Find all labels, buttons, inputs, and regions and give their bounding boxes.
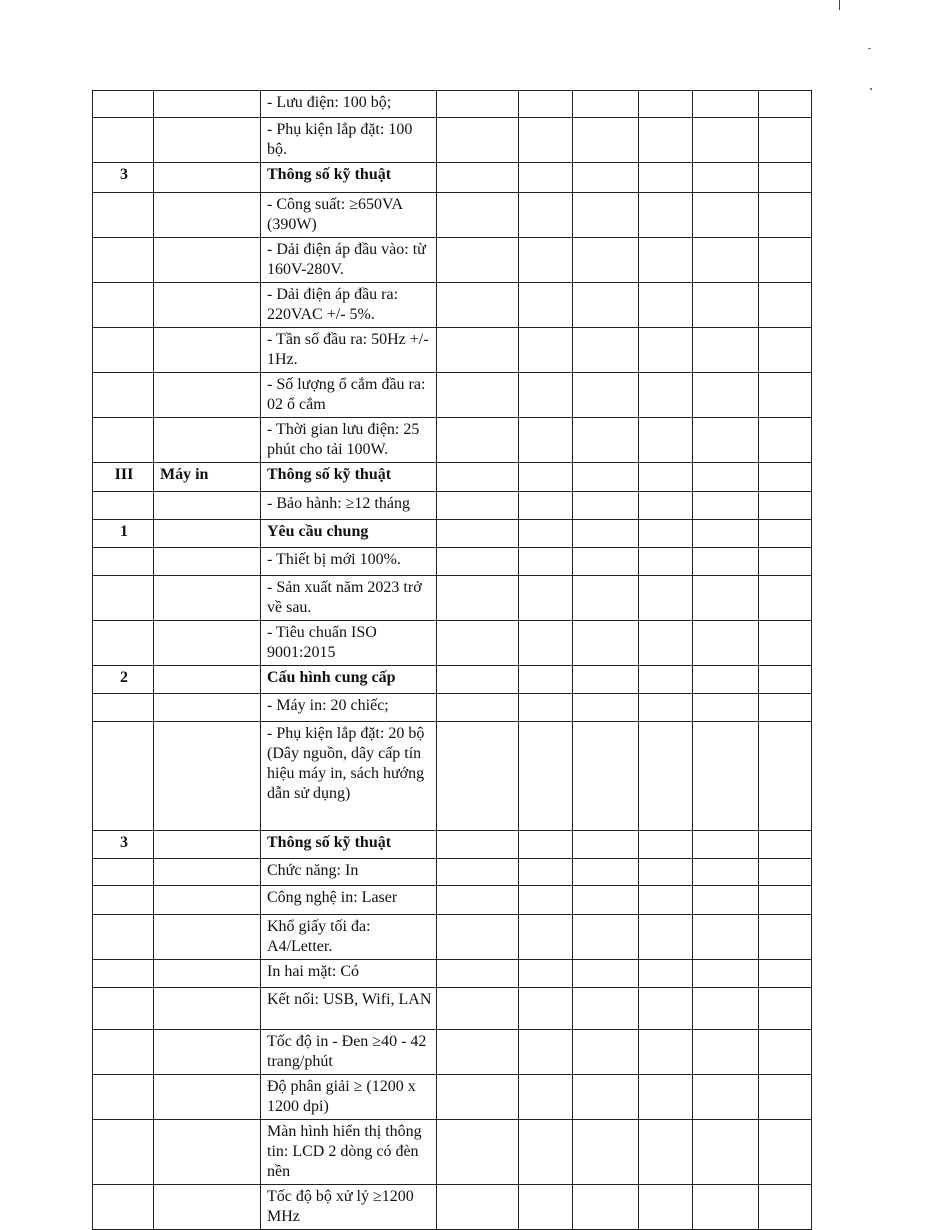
cell-item-name xyxy=(154,118,261,163)
cell-empty xyxy=(693,520,759,548)
cell-stt: 2 xyxy=(93,666,154,694)
cell-empty xyxy=(437,1185,519,1230)
cell-empty xyxy=(573,694,639,722)
cell-item-name xyxy=(154,328,261,373)
cell-empty xyxy=(693,960,759,988)
cell-empty xyxy=(693,988,759,1030)
cell-empty xyxy=(693,666,759,694)
cell-empty xyxy=(693,492,759,520)
cell-requirement: Chức năng: In xyxy=(261,859,437,886)
cell-empty xyxy=(639,520,693,548)
cell-empty xyxy=(639,960,693,988)
cell-empty xyxy=(759,163,812,193)
cell-empty xyxy=(437,373,519,418)
cell-empty xyxy=(693,722,759,831)
cell-empty xyxy=(639,1030,693,1075)
cell-empty xyxy=(519,91,573,118)
cell-stt xyxy=(93,960,154,988)
cell-item-name xyxy=(154,492,261,520)
cell-empty xyxy=(573,621,639,666)
table-row xyxy=(93,118,812,163)
cell-empty xyxy=(573,960,639,988)
cell-empty xyxy=(639,373,693,418)
cell-item-name xyxy=(154,886,261,915)
table-row xyxy=(93,621,812,666)
cell-empty xyxy=(759,831,812,859)
cell-empty xyxy=(573,886,639,915)
cell-item-name xyxy=(154,373,261,418)
cell-requirement: In hai mặt: Có xyxy=(261,960,437,988)
cell-empty xyxy=(573,1185,639,1230)
cell-stt xyxy=(93,418,154,463)
cell-empty xyxy=(693,1185,759,1230)
cell-empty xyxy=(437,163,519,193)
cell-item-name xyxy=(154,91,261,118)
cell-empty xyxy=(639,418,693,463)
cell-stt: III xyxy=(93,463,154,492)
table-row xyxy=(93,163,812,193)
cell-empty xyxy=(573,988,639,1030)
table-row xyxy=(93,722,812,831)
cell-empty xyxy=(437,1030,519,1075)
cell-requirement: - Phụ kiện lắp đặt: 20 bộ (Dây nguồn, dây cấp tín hiệu máy in, sách hướng dẫn sử dụng) xyxy=(261,722,437,831)
cell-empty xyxy=(437,694,519,722)
cell-empty xyxy=(693,418,759,463)
cell-empty xyxy=(573,722,639,831)
cell-empty xyxy=(519,666,573,694)
cell-empty xyxy=(573,238,639,283)
cell-empty xyxy=(759,283,812,328)
cell-empty xyxy=(693,463,759,492)
cell-empty xyxy=(693,1075,759,1120)
cell-empty xyxy=(693,328,759,373)
cell-empty xyxy=(573,193,639,238)
cell-stt xyxy=(93,238,154,283)
cell-empty xyxy=(639,238,693,283)
cell-stt xyxy=(93,91,154,118)
table-row xyxy=(93,859,812,886)
cell-item-name xyxy=(154,722,261,831)
cell-section-heading: Thông số kỹ thuật xyxy=(261,463,437,492)
cell-empty xyxy=(759,859,812,886)
cell-item-name xyxy=(154,988,261,1030)
cell-empty xyxy=(573,163,639,193)
cell-empty xyxy=(437,960,519,988)
cell-empty xyxy=(519,694,573,722)
cell-empty xyxy=(759,694,812,722)
cell-empty xyxy=(759,722,812,831)
cell-empty xyxy=(759,666,812,694)
cell-empty xyxy=(519,193,573,238)
cell-empty xyxy=(759,118,812,163)
cell-empty xyxy=(639,492,693,520)
cell-empty xyxy=(759,960,812,988)
cell-empty xyxy=(759,91,812,118)
cell-empty xyxy=(639,328,693,373)
table-row xyxy=(93,520,812,548)
cell-requirement: - Dải điện áp đầu ra: 220VAC +/- 5%. xyxy=(261,283,437,328)
cell-requirement: Công nghệ in: Laser xyxy=(261,886,437,915)
cell-empty xyxy=(519,118,573,163)
cell-empty xyxy=(759,1185,812,1230)
cell-section-heading: Thông số kỹ thuật xyxy=(261,163,437,193)
cell-empty xyxy=(693,621,759,666)
cell-empty xyxy=(573,463,639,492)
cell-empty xyxy=(437,283,519,328)
cell-requirement: Độ phân giải ≥ (1200 x 1200 dpi) xyxy=(261,1075,437,1120)
cell-empty xyxy=(693,91,759,118)
cell-section-heading: Yêu cầu chung xyxy=(261,520,437,548)
cell-empty xyxy=(759,463,812,492)
cell-stt xyxy=(93,915,154,960)
cell-empty xyxy=(437,859,519,886)
cell-empty xyxy=(519,463,573,492)
cell-empty xyxy=(759,492,812,520)
cell-requirement: - Tiêu chuẩn ISO 9001:2015 xyxy=(261,621,437,666)
cell-item-name xyxy=(154,960,261,988)
cell-empty xyxy=(639,91,693,118)
cell-empty xyxy=(519,988,573,1030)
cell-empty xyxy=(759,238,812,283)
cell-empty xyxy=(693,576,759,621)
cell-item-name xyxy=(154,163,261,193)
cell-empty xyxy=(639,463,693,492)
cell-empty xyxy=(519,1075,573,1120)
cell-empty xyxy=(437,238,519,283)
cell-empty xyxy=(573,666,639,694)
cell-requirement: - Thời gian lưu điện: 25 phút cho tải 100W. xyxy=(261,418,437,463)
cell-empty xyxy=(519,859,573,886)
cell-empty xyxy=(437,328,519,373)
cell-empty xyxy=(573,831,639,859)
cell-empty xyxy=(759,988,812,1030)
cell-stt xyxy=(93,373,154,418)
cell-item-name xyxy=(154,694,261,722)
cell-empty xyxy=(759,915,812,960)
cell-empty xyxy=(437,886,519,915)
cell-empty xyxy=(519,548,573,576)
cell-empty xyxy=(519,1185,573,1230)
cell-item-name xyxy=(154,621,261,666)
table-row xyxy=(93,666,812,694)
cell-empty xyxy=(573,418,639,463)
cell-empty xyxy=(437,915,519,960)
cell-empty xyxy=(437,118,519,163)
cell-empty xyxy=(573,328,639,373)
cell-stt xyxy=(93,548,154,576)
table-row xyxy=(93,373,812,418)
cell-item-name xyxy=(154,418,261,463)
cell-item-name xyxy=(154,1120,261,1185)
cell-requirement: Tốc độ in - Đen ≥40 - 42 trang/phút xyxy=(261,1030,437,1075)
table-row xyxy=(93,418,812,463)
cell-empty xyxy=(639,1185,693,1230)
cell-empty xyxy=(519,520,573,548)
cell-stt: 3 xyxy=(93,163,154,193)
table-row xyxy=(93,328,812,373)
cell-empty xyxy=(519,163,573,193)
cell-empty xyxy=(759,1075,812,1120)
cell-empty xyxy=(759,520,812,548)
cell-empty xyxy=(519,238,573,283)
cell-item-name xyxy=(154,283,261,328)
cell-empty xyxy=(519,373,573,418)
scan-speck xyxy=(868,48,871,49)
cell-empty xyxy=(759,1120,812,1185)
cell-stt xyxy=(93,1030,154,1075)
cell-section-heading: Cấu hình cung cấp xyxy=(261,666,437,694)
cell-empty xyxy=(693,886,759,915)
cell-stt xyxy=(93,492,154,520)
cell-requirement: Khổ giấy tối đa: A4/Letter. xyxy=(261,915,437,960)
cell-stt xyxy=(93,118,154,163)
cell-stt: 1 xyxy=(93,520,154,548)
cell-stt xyxy=(93,283,154,328)
table-row xyxy=(93,831,812,859)
cell-empty xyxy=(437,463,519,492)
table-row xyxy=(93,576,812,621)
cell-empty xyxy=(693,193,759,238)
cell-empty xyxy=(639,1120,693,1185)
cell-section-heading: Thông số kỹ thuật xyxy=(261,831,437,859)
cell-item-name xyxy=(154,831,261,859)
cell-stt xyxy=(93,1120,154,1185)
scan-speck xyxy=(870,88,872,90)
cell-requirement: - Thiết bị mới 100%. xyxy=(261,548,437,576)
cell-empty xyxy=(639,1075,693,1120)
cell-requirement: - Số lượng ổ cắm đầu ra: 02 ổ cắm xyxy=(261,373,437,418)
cell-empty xyxy=(519,886,573,915)
cell-item-name xyxy=(154,193,261,238)
cell-empty xyxy=(693,118,759,163)
cell-item-name xyxy=(154,1030,261,1075)
cell-requirement: Màn hình hiển thị thông tin: LCD 2 dòng có đèn nền xyxy=(261,1120,437,1185)
cell-item-name: Máy in xyxy=(154,463,261,492)
cell-empty xyxy=(639,118,693,163)
cell-empty xyxy=(693,694,759,722)
cell-empty xyxy=(639,988,693,1030)
cell-requirement: - Sản xuất năm 2023 trở về sau. xyxy=(261,576,437,621)
cell-empty xyxy=(519,328,573,373)
cell-empty xyxy=(437,988,519,1030)
cell-item-name xyxy=(154,548,261,576)
cell-empty xyxy=(693,373,759,418)
cell-requirement: - Công suất: ≥650VA (390W) xyxy=(261,193,437,238)
cell-empty xyxy=(759,886,812,915)
table-row xyxy=(93,1185,812,1230)
cell-empty xyxy=(519,621,573,666)
cell-empty xyxy=(639,886,693,915)
table-row xyxy=(93,492,812,520)
cell-empty xyxy=(573,1075,639,1120)
cell-item-name xyxy=(154,859,261,886)
cell-empty xyxy=(437,520,519,548)
cell-empty xyxy=(573,520,639,548)
cell-requirement: - Bảo hành: ≥12 tháng xyxy=(261,492,437,520)
cell-item-name xyxy=(154,1185,261,1230)
cell-stt xyxy=(93,1075,154,1120)
cell-empty xyxy=(759,1030,812,1075)
table-row xyxy=(93,694,812,722)
cell-item-name xyxy=(154,915,261,960)
cell-empty xyxy=(437,1120,519,1185)
cell-stt xyxy=(93,694,154,722)
cell-empty xyxy=(759,373,812,418)
table-row xyxy=(93,193,812,238)
cell-item-name xyxy=(154,666,261,694)
cell-empty xyxy=(573,492,639,520)
cell-empty xyxy=(693,283,759,328)
cell-item-name xyxy=(154,520,261,548)
cell-stt: 3 xyxy=(93,831,154,859)
table-row xyxy=(93,238,812,283)
cell-item-name xyxy=(154,1075,261,1120)
cell-empty xyxy=(639,831,693,859)
cell-item-name xyxy=(154,576,261,621)
cell-empty xyxy=(519,915,573,960)
cell-empty xyxy=(437,91,519,118)
cell-empty xyxy=(573,283,639,328)
cell-stt xyxy=(93,621,154,666)
cell-requirement: - Lưu điện: 100 bộ; xyxy=(261,91,437,118)
cell-item-name xyxy=(154,238,261,283)
table-row xyxy=(93,988,812,1030)
cell-empty xyxy=(437,666,519,694)
cell-empty xyxy=(437,831,519,859)
cell-empty xyxy=(693,1120,759,1185)
cell-empty xyxy=(437,492,519,520)
cell-empty xyxy=(639,283,693,328)
cell-empty xyxy=(759,418,812,463)
cell-empty xyxy=(759,576,812,621)
page-edge-mark xyxy=(839,0,840,10)
cell-empty xyxy=(639,193,693,238)
cell-empty xyxy=(573,91,639,118)
cell-empty xyxy=(759,548,812,576)
table-row xyxy=(93,1075,812,1120)
table-row xyxy=(93,1030,812,1075)
cell-empty xyxy=(519,283,573,328)
table-row xyxy=(93,548,812,576)
cell-empty xyxy=(519,492,573,520)
cell-empty xyxy=(639,694,693,722)
cell-empty xyxy=(639,666,693,694)
cell-requirement: Tốc độ bộ xử lý ≥1200 MHz xyxy=(261,1185,437,1230)
cell-requirement: - Tần số đầu ra: 50Hz +/- 1Hz. xyxy=(261,328,437,373)
cell-stt xyxy=(93,328,154,373)
table-row xyxy=(93,915,812,960)
cell-empty xyxy=(573,576,639,621)
cell-empty xyxy=(693,915,759,960)
cell-stt xyxy=(93,576,154,621)
cell-empty xyxy=(519,576,573,621)
table-row xyxy=(93,283,812,328)
table-row xyxy=(93,91,812,118)
cell-empty xyxy=(573,548,639,576)
cell-empty xyxy=(759,193,812,238)
cell-requirement: Kết nối: USB, Wifi, LAN xyxy=(261,988,437,1030)
cell-empty xyxy=(437,1075,519,1120)
cell-empty xyxy=(519,722,573,831)
cell-empty xyxy=(437,576,519,621)
cell-empty xyxy=(759,621,812,666)
spec-table xyxy=(92,90,812,1230)
cell-requirement: - Phụ kiện lắp đặt: 100 bộ. xyxy=(261,118,437,163)
cell-empty xyxy=(639,915,693,960)
cell-stt xyxy=(93,722,154,831)
table-row xyxy=(93,1120,812,1185)
cell-empty xyxy=(437,418,519,463)
cell-empty xyxy=(693,1030,759,1075)
spec-table-body xyxy=(93,91,812,1230)
cell-stt xyxy=(93,859,154,886)
cell-empty xyxy=(573,1030,639,1075)
cell-requirement: - Dải điện áp đầu vào: từ 160V-280V. xyxy=(261,238,437,283)
cell-empty xyxy=(573,373,639,418)
cell-empty xyxy=(693,859,759,886)
cell-empty xyxy=(639,621,693,666)
cell-empty xyxy=(437,621,519,666)
cell-empty xyxy=(519,831,573,859)
cell-empty xyxy=(519,960,573,988)
cell-empty xyxy=(693,238,759,283)
cell-empty xyxy=(639,576,693,621)
cell-empty xyxy=(519,418,573,463)
cell-empty xyxy=(639,859,693,886)
table-row xyxy=(93,463,812,492)
cell-empty xyxy=(759,328,812,373)
cell-empty xyxy=(437,548,519,576)
cell-empty xyxy=(573,915,639,960)
cell-empty xyxy=(519,1030,573,1075)
cell-empty xyxy=(693,831,759,859)
cell-empty xyxy=(573,859,639,886)
cell-empty xyxy=(693,163,759,193)
cell-empty xyxy=(693,548,759,576)
cell-empty xyxy=(437,722,519,831)
cell-stt xyxy=(93,1185,154,1230)
cell-stt xyxy=(93,193,154,238)
cell-empty xyxy=(639,548,693,576)
cell-empty xyxy=(437,193,519,238)
cell-empty xyxy=(639,163,693,193)
cell-empty xyxy=(573,118,639,163)
cell-stt xyxy=(93,988,154,1030)
cell-requirement: - Máy in: 20 chiếc; xyxy=(261,694,437,722)
cell-empty xyxy=(639,722,693,831)
cell-stt xyxy=(93,886,154,915)
table-row xyxy=(93,960,812,988)
table-row xyxy=(93,886,812,915)
cell-empty xyxy=(573,1120,639,1185)
cell-empty xyxy=(519,1120,573,1185)
